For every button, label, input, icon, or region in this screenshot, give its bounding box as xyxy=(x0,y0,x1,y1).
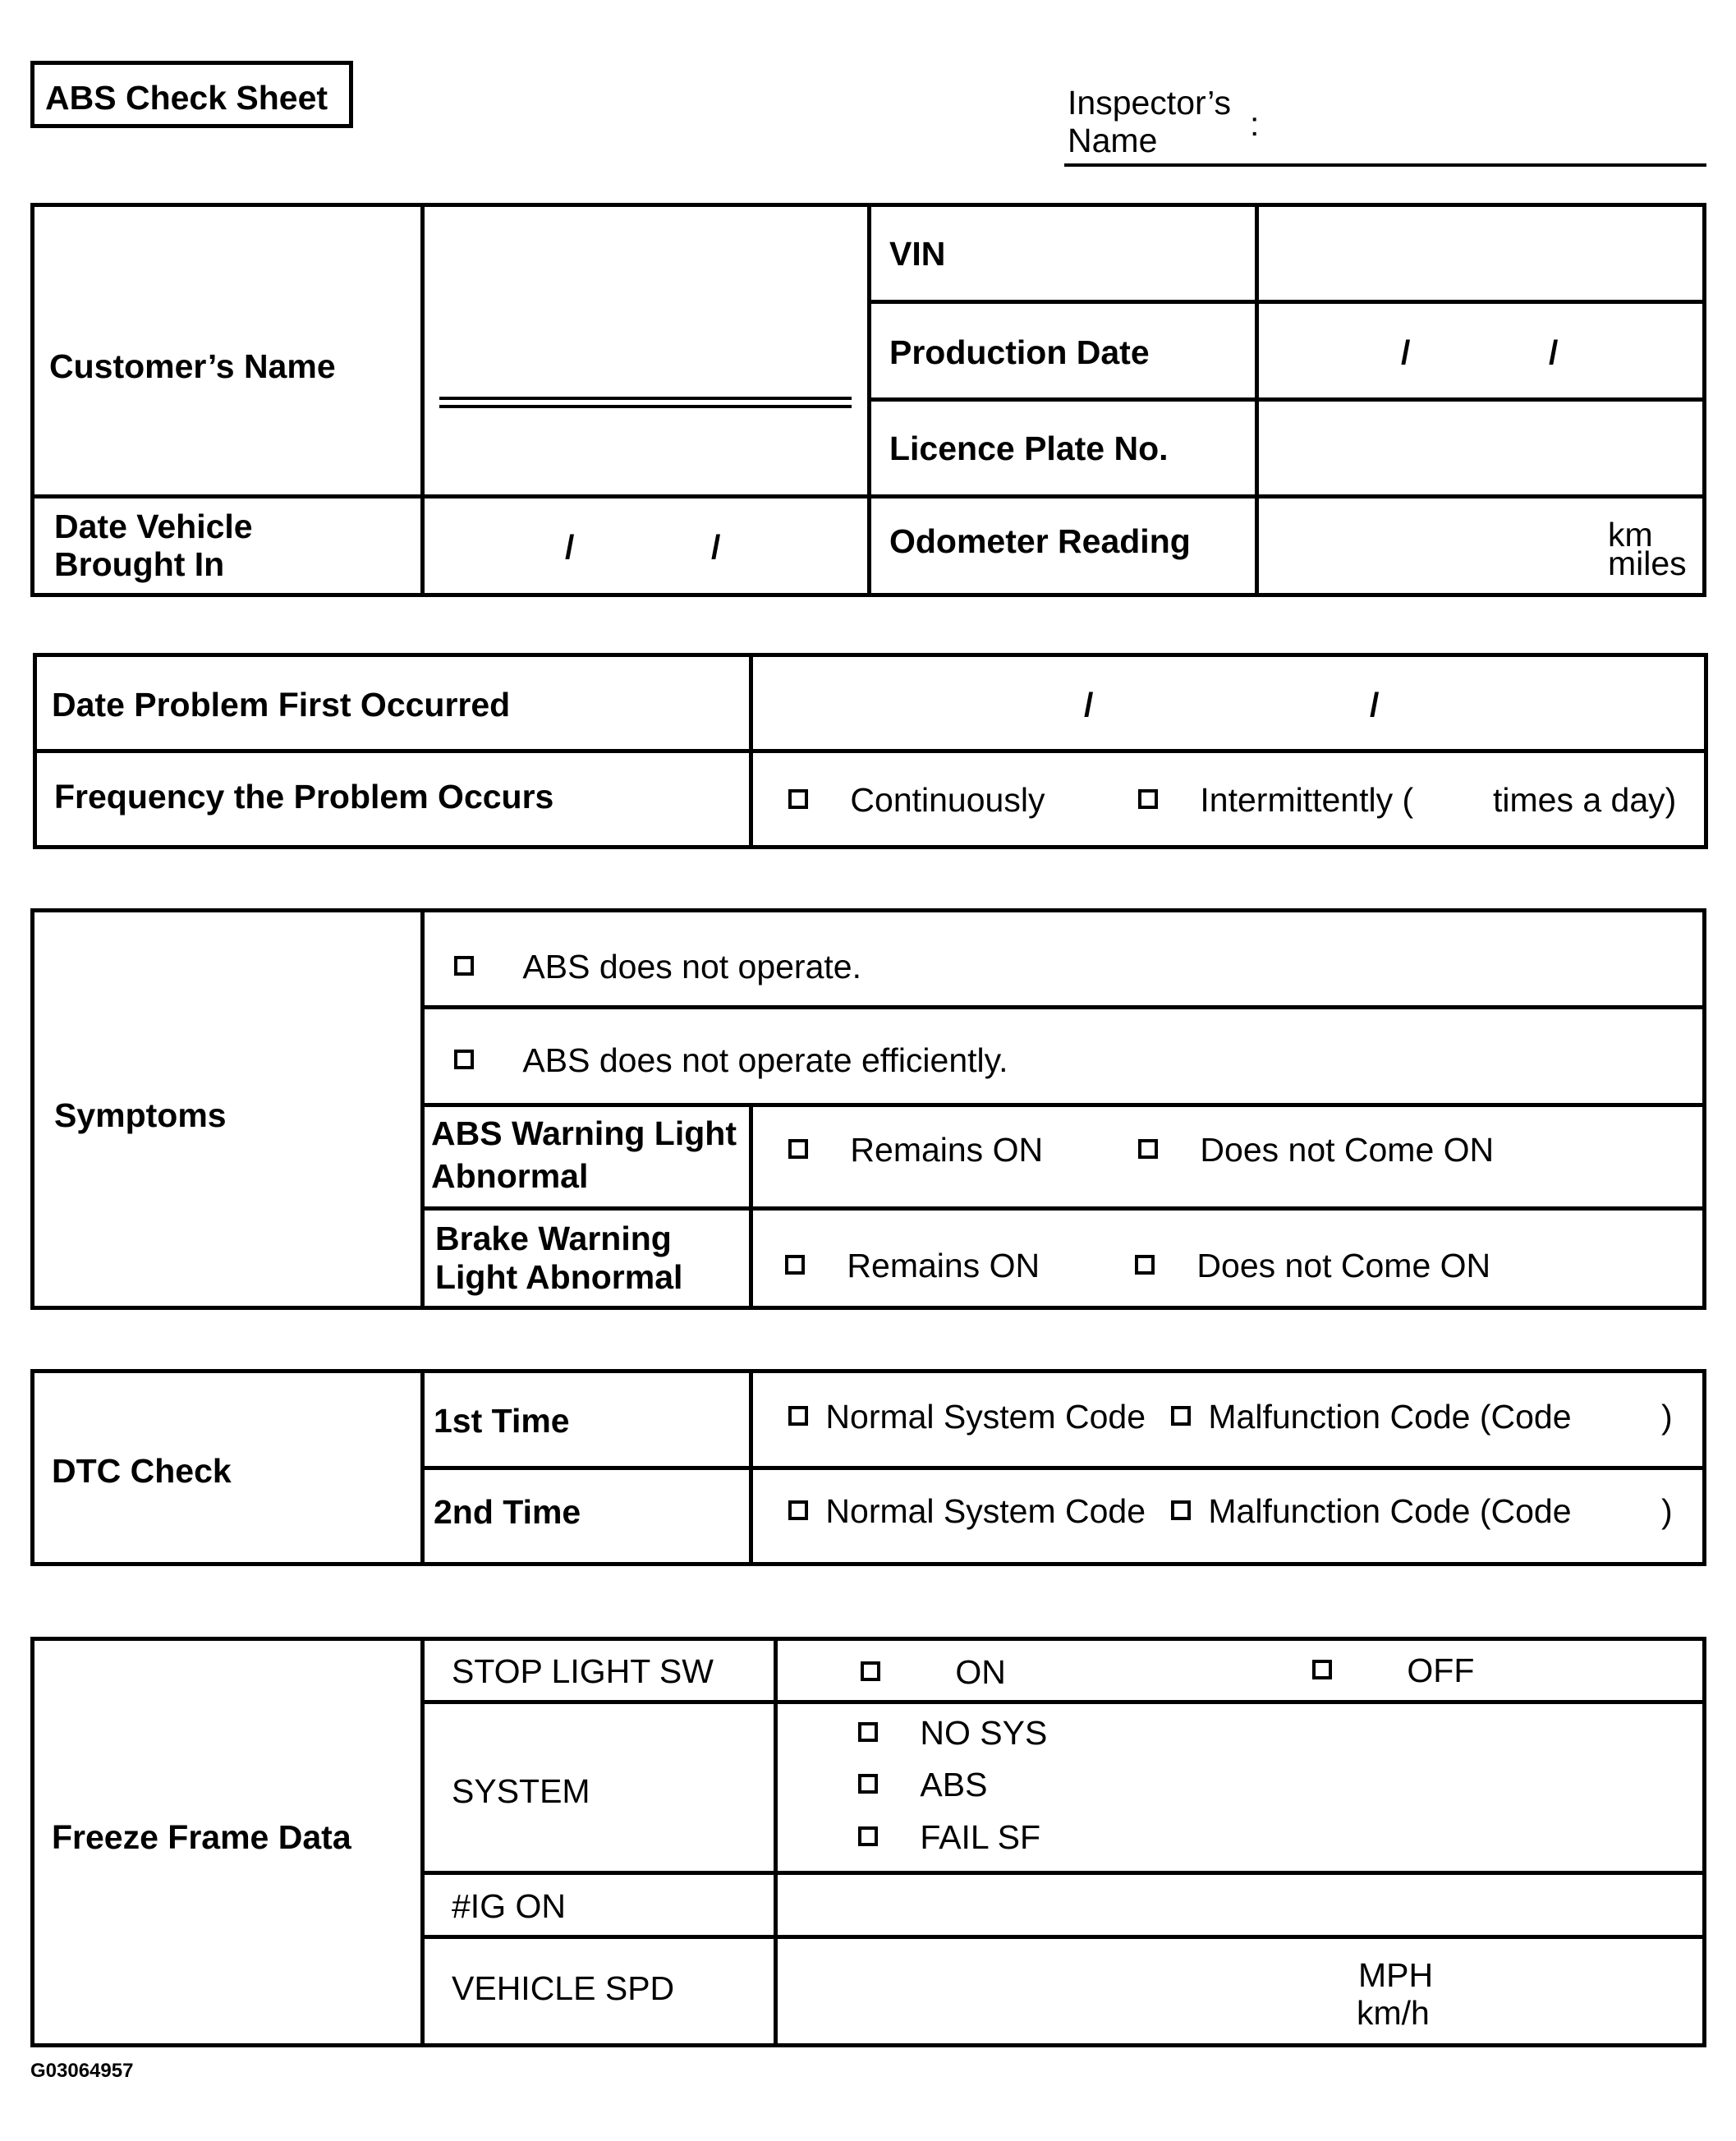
vin-field[interactable] xyxy=(1259,207,1702,300)
vehicle-spd-label: VEHICLE SPD xyxy=(452,1969,675,2007)
brake-light-not-come-on-label: Does not Come ON xyxy=(1196,1247,1491,1284)
checkbox-icon[interactable] xyxy=(454,956,474,976)
date-brought-in-label-2: Brought In xyxy=(54,545,225,583)
frequency-continuously-label: Continuously xyxy=(850,781,1045,819)
brake-warning-light-label-1: Brake Warning xyxy=(435,1220,672,1257)
frequency-intermittently-label: Intermittently ( xyxy=(1200,781,1414,819)
checkbox-icon[interactable] xyxy=(1312,1660,1332,1679)
frequency-continuously[interactable] xyxy=(788,781,1045,820)
stop-light-off[interactable] xyxy=(1312,1652,1474,1690)
divider xyxy=(774,1637,778,2047)
ig-on-field[interactable] xyxy=(778,1875,1702,1935)
customer-name-field[interactable] xyxy=(425,207,867,494)
checkbox-icon[interactable] xyxy=(1135,1255,1155,1275)
frequency-label: Frequency the Problem Occurs xyxy=(54,778,554,816)
inspector-label-line2: Name xyxy=(1068,122,1158,159)
system-no-sys[interactable] xyxy=(858,1714,1047,1753)
brake-warning-light-label-2: Light Abnormal xyxy=(435,1258,683,1296)
inspector-label-line1: Inspector’s xyxy=(1068,84,1232,122)
page-title: ABS Check Sheet xyxy=(45,79,328,117)
checkbox-icon[interactable] xyxy=(858,1826,878,1846)
production-date-label: Production Date xyxy=(889,333,1150,371)
dtc-second-malfunction-label: Malfunction Code (Code xyxy=(1208,1492,1572,1530)
dtc-second-malfunction[interactable] xyxy=(1171,1492,1572,1531)
symptom-abs-not-operate[interactable] xyxy=(454,948,861,986)
checkbox-icon[interactable] xyxy=(1138,1139,1158,1159)
checkbox-icon[interactable] xyxy=(1138,789,1158,809)
brake-light-not-come-on[interactable] xyxy=(1135,1247,1490,1285)
dtc-second-close: ) xyxy=(1661,1492,1673,1530)
checkbox-icon[interactable] xyxy=(785,1255,805,1275)
brake-light-remains-on-label: Remains ON xyxy=(847,1247,1040,1284)
frequency-times-a-day: times a day) xyxy=(1493,781,1677,819)
system-abs-label: ABS xyxy=(920,1766,988,1803)
stop-light-on[interactable] xyxy=(861,1653,1006,1692)
abs-warning-light-label-2: Abnormal xyxy=(431,1157,589,1195)
stop-light-sw-label: STOP LIGHT SW xyxy=(452,1652,714,1690)
system-abs[interactable] xyxy=(858,1766,987,1804)
dtc-second-normal[interactable] xyxy=(788,1492,1146,1531)
production-date-sep2: / xyxy=(1549,333,1559,371)
abs-light-not-come-on-label: Does not Come ON xyxy=(1200,1131,1495,1169)
symptom-abs-not-efficient-label: ABS does not operate efficiently. xyxy=(522,1041,1008,1079)
dtc-first-normal-label: Normal System Code xyxy=(825,1398,1146,1436)
licence-plate-label: Licence Plate No. xyxy=(889,430,1169,467)
abs-light-remains-on-label: Remains ON xyxy=(850,1131,1044,1169)
stop-light-off-label: OFF xyxy=(1407,1652,1475,1689)
abs-light-not-come-on[interactable] xyxy=(1138,1131,1494,1169)
date-first-occurred-label: Date Problem First Occurred xyxy=(52,686,511,724)
checkbox-icon[interactable] xyxy=(858,1722,878,1742)
checkbox-icon[interactable] xyxy=(454,1050,474,1069)
brake-light-remains-on[interactable] xyxy=(785,1247,1040,1285)
checkbox-icon[interactable] xyxy=(858,1774,878,1794)
date-brought-in-sep2: / xyxy=(711,528,721,566)
figure-code: G03064957 xyxy=(30,2060,134,2082)
abs-warning-light-label-1: ABS Warning Light xyxy=(431,1114,737,1152)
abs-light-remains-on[interactable] xyxy=(788,1131,1043,1169)
symptoms-label: Symptoms xyxy=(54,1096,227,1134)
dtc-first-normal[interactable] xyxy=(788,1398,1146,1436)
inspector-name-line[interactable] xyxy=(1064,163,1706,167)
date-brought-in-label-1: Date Vehicle xyxy=(54,508,253,545)
customer-name-label: Customer’s Name xyxy=(49,347,336,385)
production-date-sep1: / xyxy=(1401,333,1411,371)
divider xyxy=(420,1206,1706,1211)
date-first-sep2: / xyxy=(1370,686,1380,724)
divider xyxy=(867,300,1706,304)
checkbox-icon[interactable] xyxy=(788,1500,808,1520)
system-fail-sf[interactable] xyxy=(858,1818,1040,1857)
stop-light-on-label: ON xyxy=(955,1653,1006,1691)
odometer-unit-km: km xyxy=(1608,516,1653,554)
divider xyxy=(420,908,425,1310)
inspector-colon: : xyxy=(1250,105,1260,143)
dtc-first-malfunction-label: Malfunction Code (Code xyxy=(1208,1398,1572,1436)
vehicle-spd-unit-kmh: km/h xyxy=(1357,1994,1430,2032)
checkbox-icon[interactable] xyxy=(1171,1500,1191,1520)
checkbox-icon[interactable] xyxy=(1171,1406,1191,1426)
system-no-sys-label: NO SYS xyxy=(920,1714,1048,1752)
divider xyxy=(420,1005,1706,1009)
vin-label: VIN xyxy=(889,235,946,273)
divider xyxy=(33,749,1708,753)
dtc-first-close: ) xyxy=(1661,1398,1673,1436)
dtc-second-normal-label: Normal System Code xyxy=(825,1492,1146,1530)
dtc-second-label: 2nd Time xyxy=(434,1493,581,1531)
ig-on-label: #IG ON xyxy=(452,1887,566,1925)
divider xyxy=(420,1103,1706,1107)
divider xyxy=(420,1466,1706,1470)
dtc-first-malfunction[interactable] xyxy=(1171,1398,1572,1436)
date-first-sep1: / xyxy=(1084,686,1094,724)
symptom-abs-not-operate-label: ABS does not operate. xyxy=(522,948,861,986)
symptom-abs-not-efficient[interactable] xyxy=(454,1041,1008,1080)
dtc-first-label: 1st Time xyxy=(434,1402,570,1440)
divider xyxy=(420,1700,1706,1704)
date-brought-in-sep1: / xyxy=(565,528,575,566)
licence-plate-field[interactable] xyxy=(1259,402,1702,494)
freeze-frame-label: Freeze Frame Data xyxy=(52,1818,351,1856)
vehicle-spd-unit-mph: MPH xyxy=(1358,1956,1434,1994)
checkbox-icon[interactable] xyxy=(788,789,808,809)
system-label: SYSTEM xyxy=(452,1772,590,1810)
checkbox-icon[interactable] xyxy=(788,1139,808,1159)
frequency-intermittently[interactable] xyxy=(1138,781,1413,820)
divider xyxy=(30,494,1706,498)
checkbox-icon[interactable] xyxy=(861,1661,880,1681)
divider xyxy=(420,1637,425,2047)
dtc-check-label: DTC Check xyxy=(52,1452,232,1490)
divider xyxy=(420,1935,1706,1939)
checkbox-icon[interactable] xyxy=(788,1406,808,1426)
odometer-unit-miles: miles xyxy=(1608,544,1687,582)
system-fail-sf-label: FAIL SF xyxy=(920,1818,1040,1856)
odometer-label: Odometer Reading xyxy=(889,522,1191,560)
